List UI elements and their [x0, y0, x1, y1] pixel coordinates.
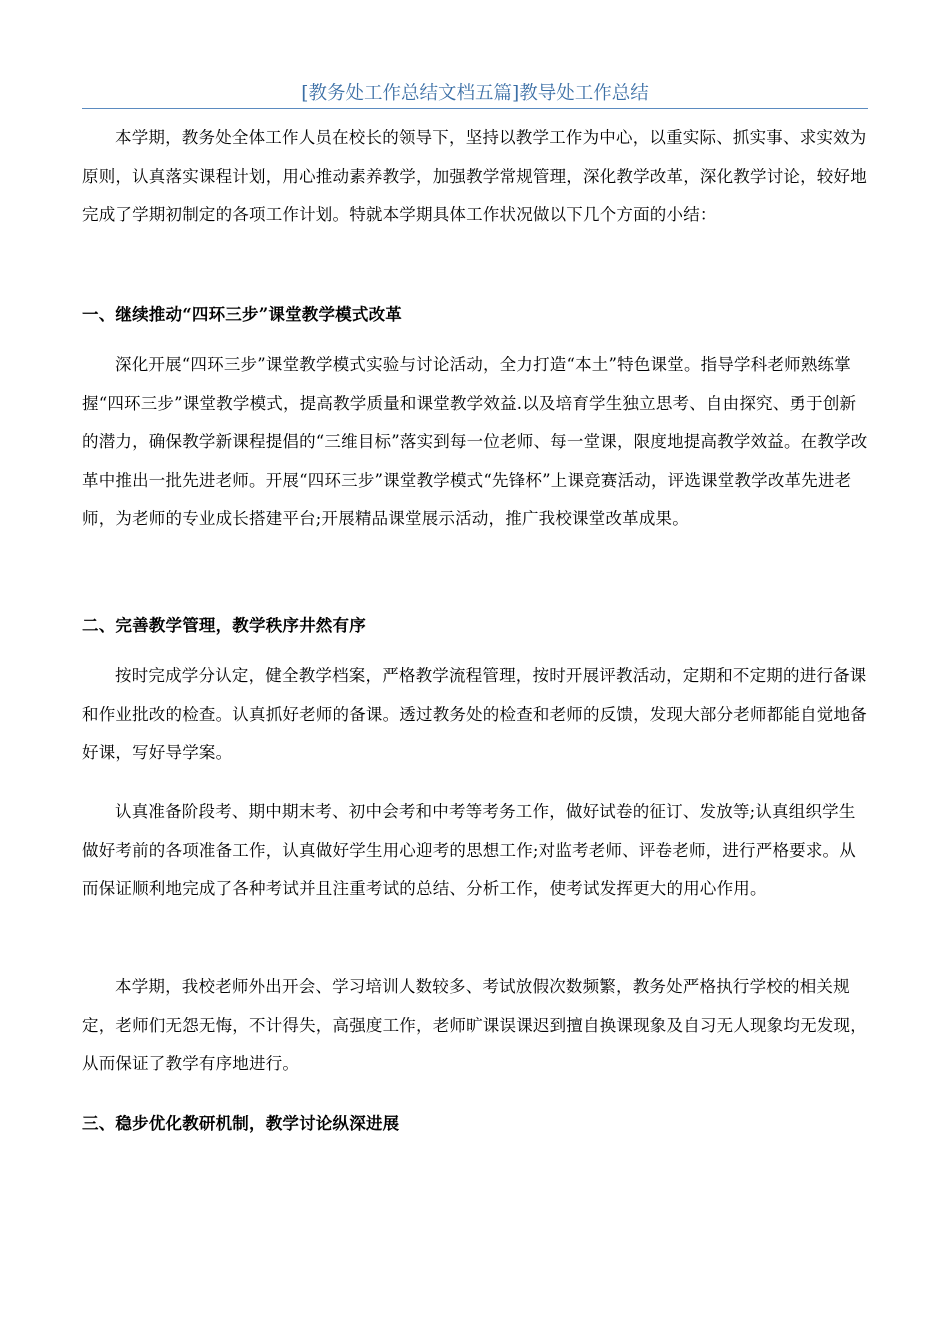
section-2-paragraph-2: 认真准备阶段考、期中期末考、初中会考和中考等考务工作，做好试卷的征订、发放等;认真组织学生做好考前的各项准备工作，认真做好学生用心迎考的思想工作;对监考老师、评卷老师，进行严格要求。从而保证顺利地完成了各种考试并且注重考试的总结、分析工作，使考试发挥更大的用心作用。 — [82, 802, 856, 898]
section-3-heading: 三、稳步优化教研机制，教学讨论纵深进展 — [82, 1114, 400, 1133]
section-2-paragraph-3: 本学期，我校老师外出开会、学习培训人数较多、考试放假次数频繁，教务处严格执行学校的相关规定，老师们无怨无悔，不计得失，高强度工作，老师旷课误课迟到擅自换课现象及自习无人现象均无发现，从而保证了教学有序地进行。 — [82, 977, 867, 1073]
section-2-block-2 — [82, 793, 868, 909]
section-1-paragraph-1: 深化开展“四环三步”课堂教学模式实验与讨论活动，全力打造“本土”特色课堂。指导学科老师熟练掌握“四环三步”课堂教学模式，提高教学质量和课堂教学效益.以及培育学生独立思考、自由探究、勇于创新的潜力，确保教学新课程提倡的“三维目标”落实到每一位老师、每一堂课，限度地提高教学效益。在教学改革中推出一批先进老师。开展“四环三步”课堂教学模式“先锋杯”上课竞赛活动，评选课堂教学改革先进老师，为老师的专业成长搭建平台;开展精品课堂展示活动，推广我校课堂改革成果。 — [82, 355, 868, 528]
intro-paragraph: 本学期，教务处全体工作人员在校长的领导下，坚持以教学工作为中心，以重实际、抓实事、求实效为原则，认真落实课程计划，用心推动素养教学，加强教学常规管理，深化教学改革，深化教学讨论，较好地完成了学期初制定的各项工作计划。特就本学期具体工作状况做以下几个方面的小结： — [82, 128, 867, 224]
section-2-block-3 — [82, 968, 868, 1084]
document-title: [教务处工作总结文档五篇]教导处工作总结 — [301, 83, 649, 104]
title-underline — [82, 108, 868, 109]
section-2-heading: 二、完善教学管理，教学秩序井然有序 — [82, 616, 366, 635]
section-2-heading-block — [82, 614, 868, 638]
section-1-heading: 一、继续推动“四环三步”课堂教学模式改革 — [82, 305, 402, 324]
section-3-heading-block — [82, 1112, 868, 1136]
section-1-block — [82, 346, 868, 539]
section-1-heading-block — [82, 303, 868, 327]
intro-block — [82, 119, 868, 235]
section-2-paragraph-1: 按时完成学分认定，健全教学档案，严格教学流程管理，按时开展评教活动，定期和不定期的进行备课和作业批改的检查。认真抓好老师的备课。透过教务处的检查和老师的反馈，发现大部分老师都能自觉地备好课，写好导学案。 — [82, 666, 867, 762]
section-2-block-1 — [82, 657, 868, 773]
